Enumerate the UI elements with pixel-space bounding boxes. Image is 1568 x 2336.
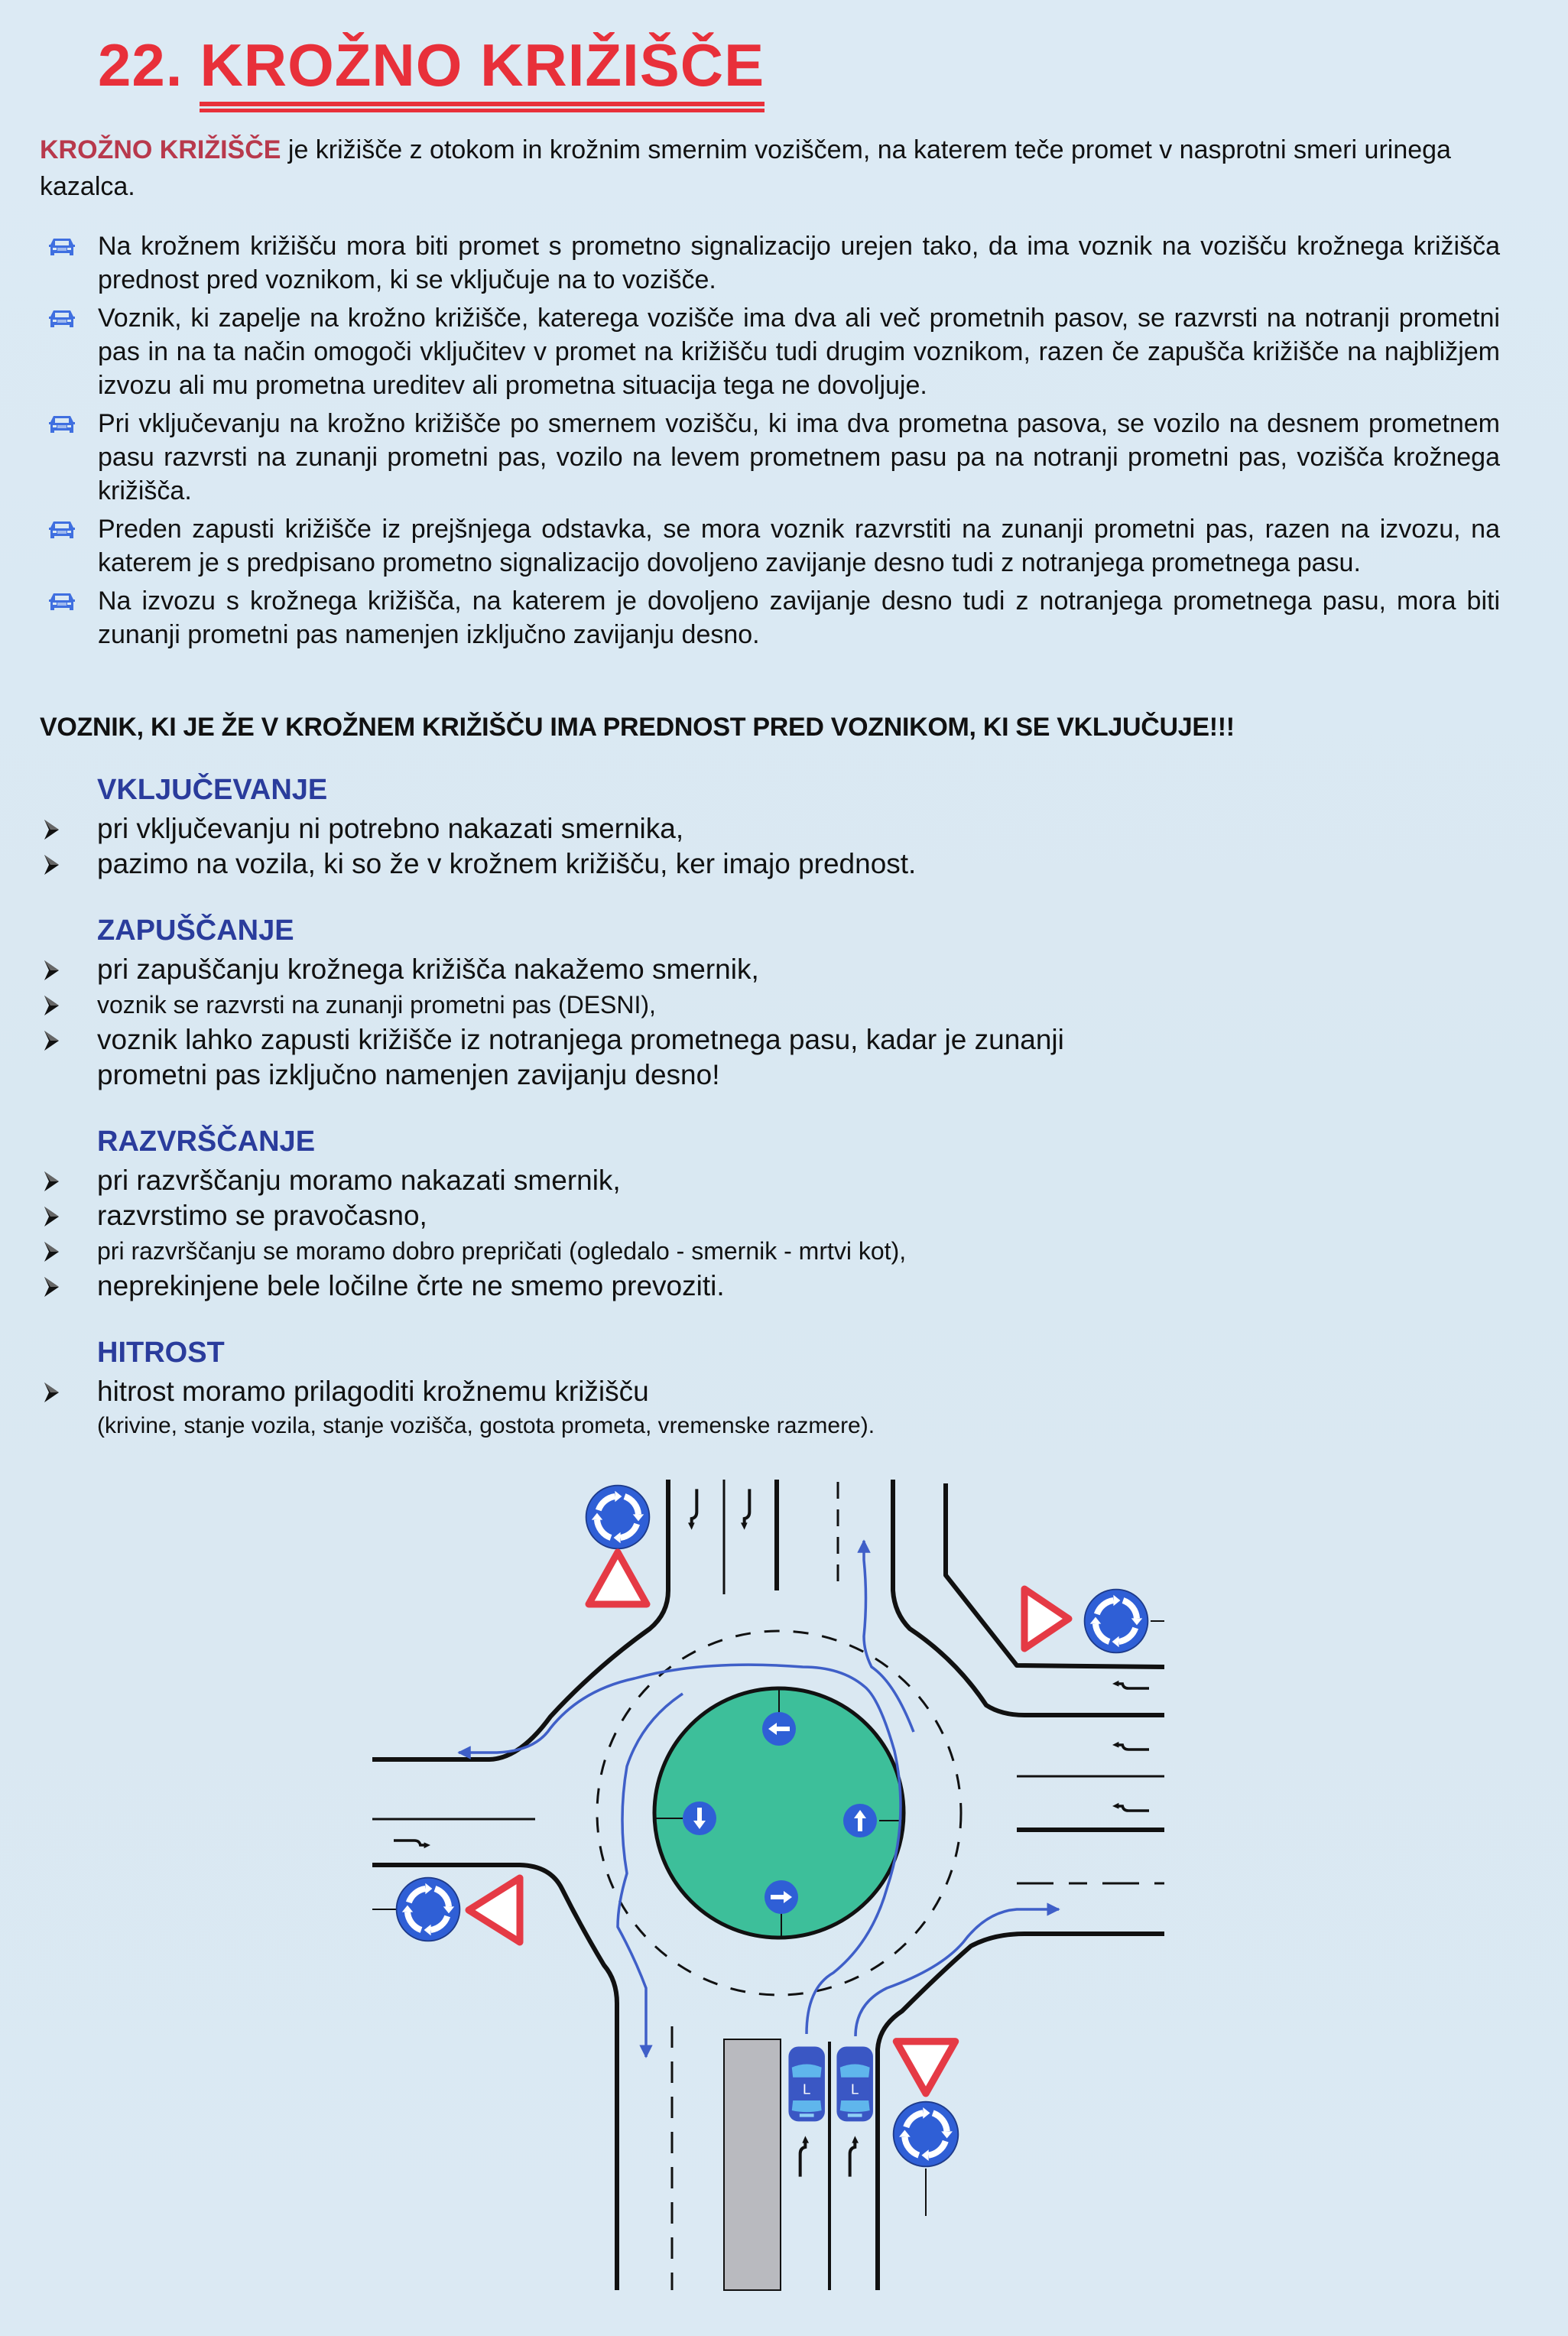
item-text: pri vključevanju ni potrebno nakazati smernika, <box>97 813 684 844</box>
section-heading: VKLJUČEVANJE <box>97 774 328 806</box>
arrow-bullet-icon <box>43 854 60 876</box>
section-item <box>40 811 1187 846</box>
section-item <box>40 987 1187 1022</box>
car-label: L <box>850 2081 859 2097</box>
roundabout-sign-icon <box>1085 1590 1148 1653</box>
arrow-bullet-icon <box>43 819 60 840</box>
item-text: pazimo na vozila, ki so že v krožnem križišču, ker imajo prednost. <box>97 848 917 879</box>
median-strip <box>724 2039 781 2290</box>
definition-text: je križišče z otokom in krožnim smernim voziščem, na katerem teče promet v nasprotni smeri urinega kazalca. <box>40 135 1451 201</box>
arrow-bullet-icon <box>43 1382 60 1403</box>
priority-notice: VOZNIK, KI JE ŽE V KROŽNEM KRIŽIŠČU IMA PREDNOST PRED VOZNIKOM, KI SE VKLJUČUJE!!! <box>40 713 1235 742</box>
car-icon <box>47 518 76 540</box>
rule-item <box>40 584 1500 651</box>
section-item <box>40 1198 1187 1233</box>
car-icon <box>47 236 76 257</box>
chapter-number: 22. <box>98 31 183 99</box>
arrow-bullet-icon <box>43 1206 60 1227</box>
roundabout-sign-icon <box>397 1878 460 1941</box>
section-item <box>40 846 1187 882</box>
chapter-title: KROŽNO KRIŽIŠČE <box>200 31 765 103</box>
item-text: razvrstimo se pravočasno, <box>97 1200 427 1231</box>
arrow-up-sign-icon <box>843 1804 877 1837</box>
arrow-bullet-icon <box>43 1241 60 1262</box>
rules-list <box>40 229 1500 656</box>
arrow-left-sign-icon <box>762 1712 796 1746</box>
section-note: (krivine, stanje vozila, stanje vozišča, gostota prometa, vremenske razmere). <box>97 1413 875 1438</box>
learner-car <box>788 2046 825 2121</box>
section-razvrscanje <box>40 1126 1187 1304</box>
roundabout-sign-icon <box>586 1486 650 1549</box>
intro-definition <box>40 132 1477 205</box>
defined-term: KROŽNO KRIŽIŠČE <box>40 135 281 164</box>
section-heading: RAZVRŠČANJE <box>97 1126 316 1158</box>
arrow-bullet-icon <box>43 1276 60 1298</box>
rule-text: Na izvozu s krožnega križišča, na katerem je dovoljeno zavijanje desno tudi z notranjega prometnega pasu, mora biti zunanji prometni pas namenjen izključno zavijanju desno. <box>98 586 1500 649</box>
arrow-bullet-icon <box>43 960 60 981</box>
rule-text: Na krožnem križišču mora biti promet s prometno signalizacijo urejen tako, da ima voznik na vozišču krožnega križišča prednost pred voznikom, ki se vključuje na to vozišče. <box>98 232 1500 294</box>
rule-text: Preden zapusti križišče iz prejšnjega odstavka, se mora voznik razvrstiti na zunanji prometni pas, razen na izvozu, na katerem je s predpisano prometno signalizacijo dovoljeno zavijanje desno tudi z notranjega prometnega pasu. <box>98 515 1500 577</box>
item-text: neprekinjene bele ločilne črte ne smemo prevoziti. <box>97 1270 725 1301</box>
arrow-bullet-icon <box>43 995 60 1016</box>
rule-text: Voznik, ki zapelje na krožno križišče, katerega vozišče ima dva ali več prometnih pasov, se razvrsti na notranji prometni pas in na ta način omogoči vključitev v promet na križišču tudi drugim voznikom, razen če zapušča križišče na najbližjem izvozu ali mu prometna ureditev ali prometna situacija tega ne dovoljuje. <box>98 304 1500 400</box>
item-text: hitrost moramo prilagoditi krožnemu križišču <box>97 1376 649 1407</box>
learner-car <box>836 2046 873 2121</box>
section-heading: ZAPUŠČANJE <box>97 915 294 947</box>
section-item <box>40 1269 1187 1304</box>
arrow-right-sign-icon <box>765 1880 798 1914</box>
section-item <box>40 1163 1187 1198</box>
car-label: L <box>802 2081 811 2097</box>
section-vkljucevanje <box>40 774 1187 882</box>
item-text: pri zapuščanju krožnega križišča nakažemo smernik, <box>97 954 759 985</box>
rule-item <box>40 301 1500 402</box>
section-hitrost <box>40 1337 1187 1443</box>
arrow-bullet-icon <box>43 1171 60 1192</box>
item-text: voznik lahko zapusti križišče iz notranjega prometnega pasu, kadar je zunanji prometni pas izključno namenjen zavijanju desno! <box>97 1024 1064 1090</box>
rule-item <box>40 407 1500 508</box>
item-text: voznik se razvrsti na zunanji prometni pas (DESNI), <box>97 991 656 1019</box>
rule-item <box>40 229 1500 297</box>
rule-item <box>40 512 1500 580</box>
section-zapuscanje <box>40 915 1187 1093</box>
arrow-bullet-icon <box>43 1030 60 1051</box>
item-text: pri razvrščanju se moramo dobro prepričati (ogledalo - smernik - mrtvi kot), <box>97 1237 907 1265</box>
section-item <box>40 952 1187 987</box>
car-icon <box>47 590 76 612</box>
section-item <box>40 1233 1187 1269</box>
section-item <box>40 1022 1076 1093</box>
section-heading: HITROST <box>97 1337 225 1369</box>
section-item <box>40 1374 1187 1409</box>
car-icon <box>47 307 76 329</box>
page-title <box>98 31 765 103</box>
roundabout-sign-icon <box>894 2102 959 2167</box>
car-icon <box>47 413 76 434</box>
item-text: pri razvrščanju moramo nakazati smernik, <box>97 1165 621 1196</box>
rule-text: Pri vključevanju na krožno križišče po smernem vozišču, ki ima dva prometna pasova, se vozilo na desnem prometnem pasu razvrsti na zunanji prometni pas, vozilo na levem prometnem pasu pa na notranji prometni pas, vozišča krožnega križišča. <box>98 409 1500 505</box>
arrow-down-sign-icon <box>683 1802 716 1835</box>
